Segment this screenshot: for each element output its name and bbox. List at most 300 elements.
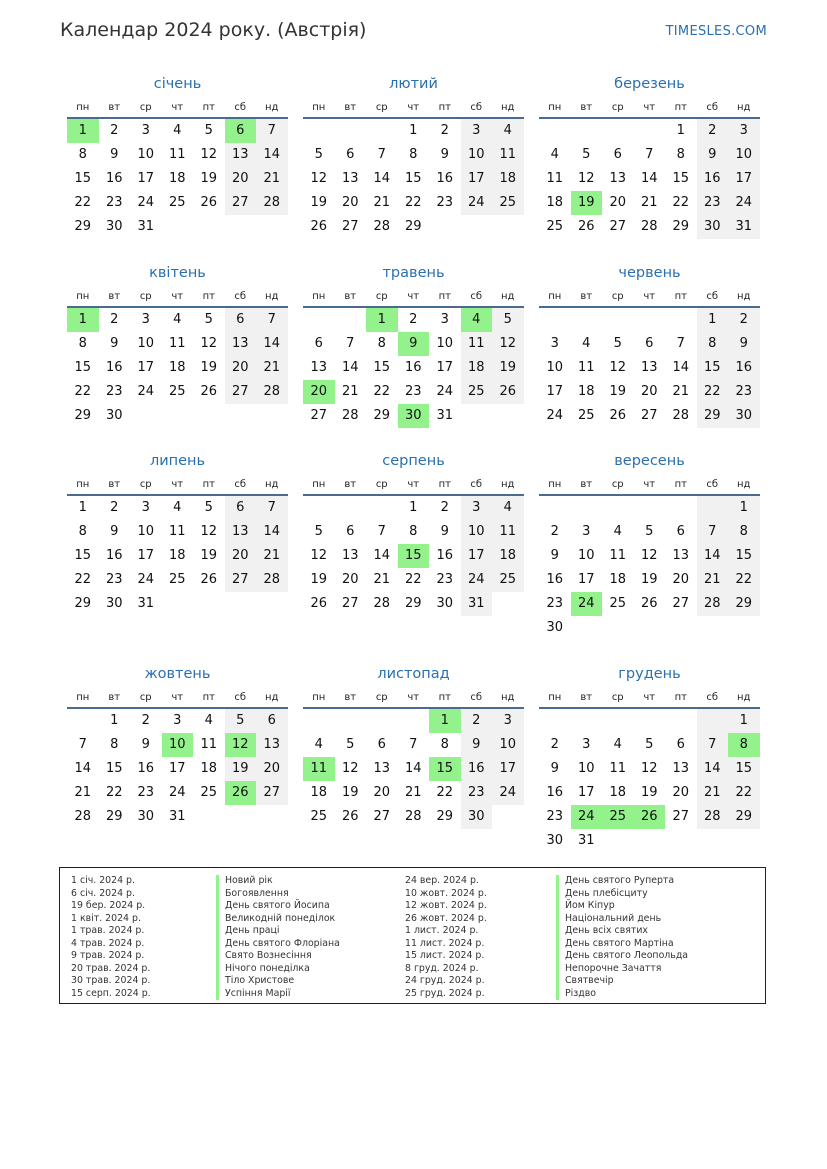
day-cell: 25 bbox=[310, 809, 328, 824]
weekday-header: пн bbox=[539, 475, 571, 496]
weekday-header: пн bbox=[67, 287, 99, 308]
day-cell: 6 bbox=[225, 308, 257, 332]
day-cell: 7 bbox=[377, 147, 386, 162]
day-cell: 18 bbox=[492, 544, 524, 568]
holiday-day: 15 bbox=[429, 757, 461, 781]
day-cell: 4 bbox=[204, 713, 213, 728]
day-cell: 21 bbox=[697, 781, 729, 805]
legend-date: 1 трав. 2024 р. bbox=[71, 925, 145, 936]
day-cell: 16 bbox=[436, 548, 454, 563]
day-cell: 2 bbox=[409, 312, 418, 327]
legend-date: 20 трав. 2024 р. bbox=[71, 962, 151, 974]
month-calendar bbox=[539, 70, 760, 239]
holiday-day: 1 bbox=[67, 308, 99, 332]
day-cell: 1 bbox=[676, 123, 685, 138]
empty-cell bbox=[366, 119, 398, 143]
weekday-header: чт bbox=[162, 98, 194, 119]
day-cell: 23 bbox=[105, 195, 123, 210]
month-calendar bbox=[539, 447, 760, 640]
day-cell: 24 bbox=[461, 191, 493, 215]
day-cell: 30 bbox=[546, 620, 564, 635]
holiday-day: 8 bbox=[728, 733, 760, 757]
day-cell: 17 bbox=[436, 360, 454, 375]
day-cell: 22 bbox=[74, 384, 92, 399]
day-cell: 7 bbox=[256, 496, 288, 520]
legend-holiday-name: Святвечір bbox=[556, 975, 688, 988]
legend-holiday-name: Богоявлення bbox=[216, 888, 340, 901]
weekday-header: нд bbox=[728, 475, 760, 496]
day-cell: 14 bbox=[256, 332, 288, 356]
weekday-header: нд bbox=[256, 475, 288, 496]
empty-cell bbox=[665, 496, 697, 520]
day-cell: 26 bbox=[310, 596, 328, 611]
weekday-header: сб bbox=[697, 287, 729, 308]
day-cell: 13 bbox=[640, 360, 658, 375]
weekday-header: сб bbox=[461, 287, 493, 308]
day-cell: 27 bbox=[225, 568, 257, 592]
day-cell: 25 bbox=[168, 195, 186, 210]
legend-holiday-name: День святого Мартіна bbox=[556, 938, 688, 951]
day-cell: 4 bbox=[314, 737, 323, 752]
day-cell: 19 bbox=[640, 572, 658, 587]
holiday-day: 1 bbox=[366, 308, 398, 332]
weekday-header: ср bbox=[130, 287, 162, 308]
day-cell: 5 bbox=[346, 737, 355, 752]
day-cell: 11 bbox=[492, 520, 524, 544]
month-calendar bbox=[539, 259, 760, 428]
day-cell: 5 bbox=[613, 336, 622, 351]
day-cell: 27 bbox=[256, 781, 288, 805]
day-cell: 29 bbox=[74, 596, 92, 611]
day-cell: 28 bbox=[74, 809, 92, 824]
empty-cell bbox=[539, 308, 571, 332]
day-cell: 6 bbox=[346, 524, 355, 539]
weekday-header: пн bbox=[67, 688, 99, 709]
day-cell: 2 bbox=[110, 312, 119, 327]
day-cell: 10 bbox=[461, 520, 493, 544]
day-cell: 21 bbox=[256, 167, 288, 191]
legend-date: 10 жовт. 2024 р. bbox=[405, 887, 487, 899]
day-cell: 2 bbox=[141, 713, 150, 728]
day-cell: 23 bbox=[436, 572, 454, 587]
day-cell: 19 bbox=[200, 171, 218, 186]
days-grid bbox=[67, 475, 288, 616]
day-cell: 4 bbox=[492, 496, 524, 520]
weekday-header: вт bbox=[571, 287, 603, 308]
day-cell: 15 bbox=[672, 171, 690, 186]
day-cell: 3 bbox=[728, 119, 760, 143]
day-cell: 6 bbox=[225, 496, 257, 520]
day-cell: 29 bbox=[697, 404, 729, 428]
day-cell: 3 bbox=[582, 737, 591, 752]
legend-holiday-name: День всіх святих bbox=[556, 925, 688, 938]
empty-cell bbox=[602, 308, 634, 332]
day-cell: 17 bbox=[728, 167, 760, 191]
day-cell: 2 bbox=[697, 119, 729, 143]
day-cell: 9 bbox=[110, 524, 119, 539]
day-cell: 17 bbox=[577, 572, 595, 587]
month-calendar bbox=[303, 70, 524, 239]
day-cell: 1 bbox=[110, 713, 119, 728]
empty-cell bbox=[602, 709, 634, 733]
day-cell: 16 bbox=[728, 356, 760, 380]
weekday-header: ср bbox=[130, 475, 162, 496]
day-cell: 16 bbox=[461, 757, 493, 781]
day-cell: 27 bbox=[225, 380, 257, 404]
legend-date: 6 січ. 2024 р. bbox=[71, 887, 135, 899]
legend-date: 26 жовт. 2024 р. bbox=[405, 912, 487, 924]
weekday-header: вт bbox=[335, 98, 367, 119]
day-cell: 27 bbox=[609, 219, 627, 234]
day-cell: 8 bbox=[78, 147, 87, 162]
day-cell: 13 bbox=[341, 171, 359, 186]
weekday-header: пт bbox=[429, 287, 461, 308]
day-cell: 18 bbox=[310, 785, 328, 800]
empty-cell bbox=[335, 496, 367, 520]
day-cell: 25 bbox=[492, 568, 524, 592]
month-name: травень bbox=[382, 265, 445, 281]
day-cell: 31 bbox=[137, 219, 155, 234]
day-cell: 4 bbox=[492, 119, 524, 143]
legend-date: 1 січ. 2024 р. bbox=[71, 875, 135, 886]
day-cell: 11 bbox=[168, 336, 186, 351]
day-cell: 3 bbox=[492, 709, 524, 733]
empty-cell bbox=[634, 119, 666, 143]
day-cell: 18 bbox=[609, 785, 627, 800]
day-cell: 3 bbox=[141, 500, 150, 515]
day-cell: 29 bbox=[728, 592, 760, 616]
day-cell: 15 bbox=[404, 171, 422, 186]
weekday-header: чт bbox=[634, 475, 666, 496]
legend-dates-column-2 bbox=[405, 875, 487, 1000]
day-cell: 5 bbox=[582, 147, 591, 162]
weekday-header: вт bbox=[335, 475, 367, 496]
weekday-header: чт bbox=[634, 688, 666, 709]
day-cell: 30 bbox=[461, 805, 493, 829]
legend-holiday-name: День святого Леопольда bbox=[556, 950, 688, 963]
weekday-header: вт bbox=[571, 98, 603, 119]
month-name: липень bbox=[149, 453, 206, 469]
day-cell: 16 bbox=[546, 572, 564, 587]
day-cell: 28 bbox=[256, 568, 288, 592]
day-cell: 13 bbox=[225, 143, 257, 167]
weekday-header: вт bbox=[335, 287, 367, 308]
day-cell: 12 bbox=[200, 524, 218, 539]
weekday-header: пт bbox=[193, 688, 225, 709]
day-cell: 13 bbox=[225, 332, 257, 356]
day-cell: 13 bbox=[672, 761, 690, 776]
legend-date: 8 груд. 2024 р. bbox=[405, 962, 479, 974]
legend-holiday-name: Національний день bbox=[556, 913, 688, 926]
weekday-header: пн bbox=[539, 688, 571, 709]
day-cell: 29 bbox=[105, 809, 123, 824]
holiday-day: 11 bbox=[303, 757, 335, 781]
weekday-header: нд bbox=[256, 688, 288, 709]
month-calendar bbox=[67, 70, 288, 239]
day-cell: 4 bbox=[173, 123, 182, 138]
legend-date: 25 груд. 2024 р. bbox=[405, 987, 485, 999]
day-cell: 28 bbox=[697, 592, 729, 616]
weekday-header: пн bbox=[539, 287, 571, 308]
day-cell: 19 bbox=[225, 757, 257, 781]
day-cell: 3 bbox=[173, 713, 182, 728]
legend-date: 15 лист. 2024 р. bbox=[405, 950, 485, 961]
empty-cell bbox=[539, 496, 571, 520]
days-grid bbox=[539, 98, 760, 239]
weekday-header: нд bbox=[492, 287, 524, 308]
day-cell: 19 bbox=[310, 572, 328, 587]
day-cell: 10 bbox=[492, 733, 524, 757]
day-cell: 5 bbox=[314, 147, 323, 162]
day-cell: 26 bbox=[200, 384, 218, 399]
empty-cell bbox=[303, 119, 335, 143]
day-cell: 10 bbox=[577, 548, 595, 563]
day-cell: 8 bbox=[377, 336, 386, 351]
day-cell: 30 bbox=[436, 596, 454, 611]
day-cell: 31 bbox=[728, 215, 760, 239]
month-calendar bbox=[539, 660, 760, 853]
legend-dates-column-1 bbox=[71, 875, 151, 1000]
day-cell: 23 bbox=[728, 380, 760, 404]
days-grid bbox=[303, 287, 524, 428]
weekday-header: ср bbox=[602, 688, 634, 709]
day-cell: 29 bbox=[74, 219, 92, 234]
empty-cell bbox=[665, 308, 697, 332]
day-cell: 5 bbox=[645, 524, 654, 539]
day-cell: 21 bbox=[640, 195, 658, 210]
day-cell: 8 bbox=[409, 524, 418, 539]
day-cell: 7 bbox=[256, 308, 288, 332]
day-cell: 28 bbox=[373, 596, 391, 611]
empty-cell bbox=[665, 709, 697, 733]
day-cell: 10 bbox=[436, 336, 454, 351]
day-cell: 31 bbox=[168, 809, 186, 824]
day-cell: 7 bbox=[409, 737, 418, 752]
day-cell: 26 bbox=[609, 408, 627, 423]
weekday-header: нд bbox=[728, 98, 760, 119]
month-name: жовтень bbox=[144, 666, 211, 682]
day-cell: 25 bbox=[577, 408, 595, 423]
day-cell: 14 bbox=[640, 171, 658, 186]
weekday-header: нд bbox=[256, 98, 288, 119]
page-title: Календар 2024 року. (Австрія) bbox=[60, 19, 367, 41]
days-grid bbox=[303, 475, 524, 616]
day-cell: 7 bbox=[346, 336, 355, 351]
holiday-day: 26 bbox=[225, 781, 257, 805]
day-cell: 3 bbox=[461, 119, 493, 143]
weekday-header: пн bbox=[539, 98, 571, 119]
day-cell: 16 bbox=[697, 167, 729, 191]
day-cell: 12 bbox=[640, 548, 658, 563]
day-cell: 24 bbox=[546, 408, 564, 423]
weekday-header: вт bbox=[99, 98, 131, 119]
day-cell: 22 bbox=[672, 195, 690, 210]
day-cell: 13 bbox=[256, 733, 288, 757]
day-cell: 18 bbox=[546, 195, 564, 210]
empty-cell bbox=[67, 709, 99, 733]
day-cell: 15 bbox=[74, 548, 92, 563]
day-cell: 10 bbox=[728, 143, 760, 167]
day-cell: 16 bbox=[105, 360, 123, 375]
day-cell: 25 bbox=[168, 572, 186, 587]
legend-holiday-name: Свято Вознесіння bbox=[216, 950, 340, 963]
holiday-day: 10 bbox=[162, 733, 194, 757]
day-cell: 3 bbox=[141, 123, 150, 138]
day-cell: 21 bbox=[672, 384, 690, 399]
day-cell: 18 bbox=[577, 384, 595, 399]
day-cell: 12 bbox=[310, 171, 328, 186]
day-cell: 24 bbox=[492, 781, 524, 805]
day-cell: 15 bbox=[373, 360, 391, 375]
day-cell: 17 bbox=[137, 171, 155, 186]
day-cell: 17 bbox=[137, 548, 155, 563]
weekday-header: нд bbox=[492, 688, 524, 709]
day-cell: 11 bbox=[168, 524, 186, 539]
day-cell: 29 bbox=[404, 219, 422, 234]
day-cell: 13 bbox=[672, 548, 690, 563]
day-cell: 9 bbox=[110, 147, 119, 162]
holiday-day: 15 bbox=[398, 544, 430, 568]
day-cell: 28 bbox=[697, 805, 729, 829]
weekday-header: сб bbox=[461, 475, 493, 496]
day-cell: 20 bbox=[640, 384, 658, 399]
weekday-header: сб bbox=[461, 98, 493, 119]
day-cell: 6 bbox=[676, 524, 685, 539]
day-cell: 24 bbox=[728, 191, 760, 215]
day-cell: 2 bbox=[728, 308, 760, 332]
holiday-day: 4 bbox=[461, 308, 493, 332]
weekday-header: нд bbox=[728, 688, 760, 709]
day-cell: 26 bbox=[200, 195, 218, 210]
day-cell: 27 bbox=[225, 191, 257, 215]
legend-date: 1 квіт. 2024 р. bbox=[71, 912, 141, 924]
day-cell: 3 bbox=[550, 336, 559, 351]
weekday-header: сб bbox=[225, 287, 257, 308]
month-name: червень bbox=[618, 265, 681, 281]
day-cell: 23 bbox=[436, 195, 454, 210]
brand-link[interactable]: TIMESLES.COM bbox=[665, 24, 767, 39]
day-cell: 21 bbox=[697, 568, 729, 592]
legend-date: 4 трав. 2024 р. bbox=[71, 937, 145, 949]
day-cell: 26 bbox=[577, 219, 595, 234]
day-cell: 12 bbox=[577, 171, 595, 186]
day-cell: 10 bbox=[137, 524, 155, 539]
day-cell: 30 bbox=[105, 219, 123, 234]
day-cell: 7 bbox=[377, 524, 386, 539]
day-cell: 20 bbox=[672, 785, 690, 800]
legend-date: 9 трав. 2024 р. bbox=[71, 950, 145, 961]
day-cell: 9 bbox=[550, 761, 559, 776]
day-cell: 30 bbox=[546, 833, 564, 848]
days-grid bbox=[303, 688, 524, 829]
legend-holiday-name: Нічого понеділка bbox=[216, 963, 340, 976]
legend-holiday-name: Йом Кіпур bbox=[556, 900, 688, 913]
day-cell: 10 bbox=[577, 761, 595, 776]
weekday-header: ср bbox=[602, 475, 634, 496]
holiday-day: 12 bbox=[225, 733, 257, 757]
day-cell: 4 bbox=[613, 524, 622, 539]
empty-cell bbox=[602, 496, 634, 520]
day-cell: 17 bbox=[461, 544, 493, 568]
empty-cell bbox=[634, 496, 666, 520]
legend-holiday-name: День святого Йосипа bbox=[216, 900, 340, 913]
day-cell: 29 bbox=[404, 596, 422, 611]
day-cell: 16 bbox=[105, 548, 123, 563]
day-cell: 30 bbox=[105, 408, 123, 423]
day-cell: 25 bbox=[546, 219, 564, 234]
day-cell: 28 bbox=[256, 380, 288, 404]
day-cell: 20 bbox=[672, 572, 690, 587]
weekday-header: пт bbox=[665, 688, 697, 709]
day-cell: 9 bbox=[728, 332, 760, 356]
day-cell: 7 bbox=[78, 737, 87, 752]
day-cell: 27 bbox=[341, 219, 359, 234]
empty-cell bbox=[303, 308, 335, 332]
legend-holiday-name: Різдво bbox=[556, 988, 688, 1001]
day-cell: 6 bbox=[676, 737, 685, 752]
day-cell: 17 bbox=[492, 757, 524, 781]
holiday-day: 25 bbox=[602, 805, 634, 829]
day-cell: 24 bbox=[137, 384, 155, 399]
day-cell: 2 bbox=[440, 123, 449, 138]
day-cell: 15 bbox=[105, 761, 123, 776]
weekday-header: чт bbox=[634, 287, 666, 308]
empty-cell bbox=[571, 496, 603, 520]
day-cell: 31 bbox=[436, 408, 454, 423]
day-cell: 9 bbox=[440, 147, 449, 162]
empty-cell bbox=[634, 709, 666, 733]
days-grid bbox=[67, 98, 288, 239]
day-cell: 12 bbox=[341, 761, 359, 776]
day-cell: 22 bbox=[728, 781, 760, 805]
day-cell: 28 bbox=[341, 408, 359, 423]
day-cell: 27 bbox=[640, 408, 658, 423]
empty-cell bbox=[366, 709, 398, 733]
weekday-header: пт bbox=[429, 475, 461, 496]
day-cell: 4 bbox=[582, 336, 591, 351]
weekday-header: чт bbox=[162, 287, 194, 308]
day-cell: 2 bbox=[440, 500, 449, 515]
month-calendar bbox=[67, 447, 288, 616]
day-cell: 28 bbox=[404, 809, 422, 824]
day-cell: 23 bbox=[546, 809, 564, 824]
weekday-header: ср bbox=[130, 688, 162, 709]
day-cell: 18 bbox=[168, 171, 186, 186]
day-cell: 18 bbox=[492, 167, 524, 191]
day-cell: 29 bbox=[436, 809, 454, 824]
legend-holiday-name: Успіння Марії bbox=[216, 988, 340, 1001]
day-cell: 16 bbox=[404, 360, 422, 375]
holiday-day: 6 bbox=[225, 119, 257, 143]
empty-cell bbox=[571, 308, 603, 332]
day-cell: 8 bbox=[78, 336, 87, 351]
day-cell: 30 bbox=[728, 404, 760, 428]
day-cell: 2 bbox=[461, 709, 493, 733]
weekday-header: вт bbox=[99, 287, 131, 308]
day-cell: 25 bbox=[492, 191, 524, 215]
weekday-header: нд bbox=[256, 287, 288, 308]
month-name: березень bbox=[614, 76, 685, 92]
day-cell: 24 bbox=[137, 195, 155, 210]
legend-date: 19 бер. 2024 р. bbox=[71, 900, 146, 911]
day-cell: 26 bbox=[640, 596, 658, 611]
legend-holiday-name: День плебісциту bbox=[556, 888, 688, 901]
month-name: листопад bbox=[377, 666, 450, 682]
weekday-header: чт bbox=[634, 98, 666, 119]
weekday-header: ср bbox=[366, 475, 398, 496]
empty-cell bbox=[571, 709, 603, 733]
day-cell: 9 bbox=[697, 143, 729, 167]
